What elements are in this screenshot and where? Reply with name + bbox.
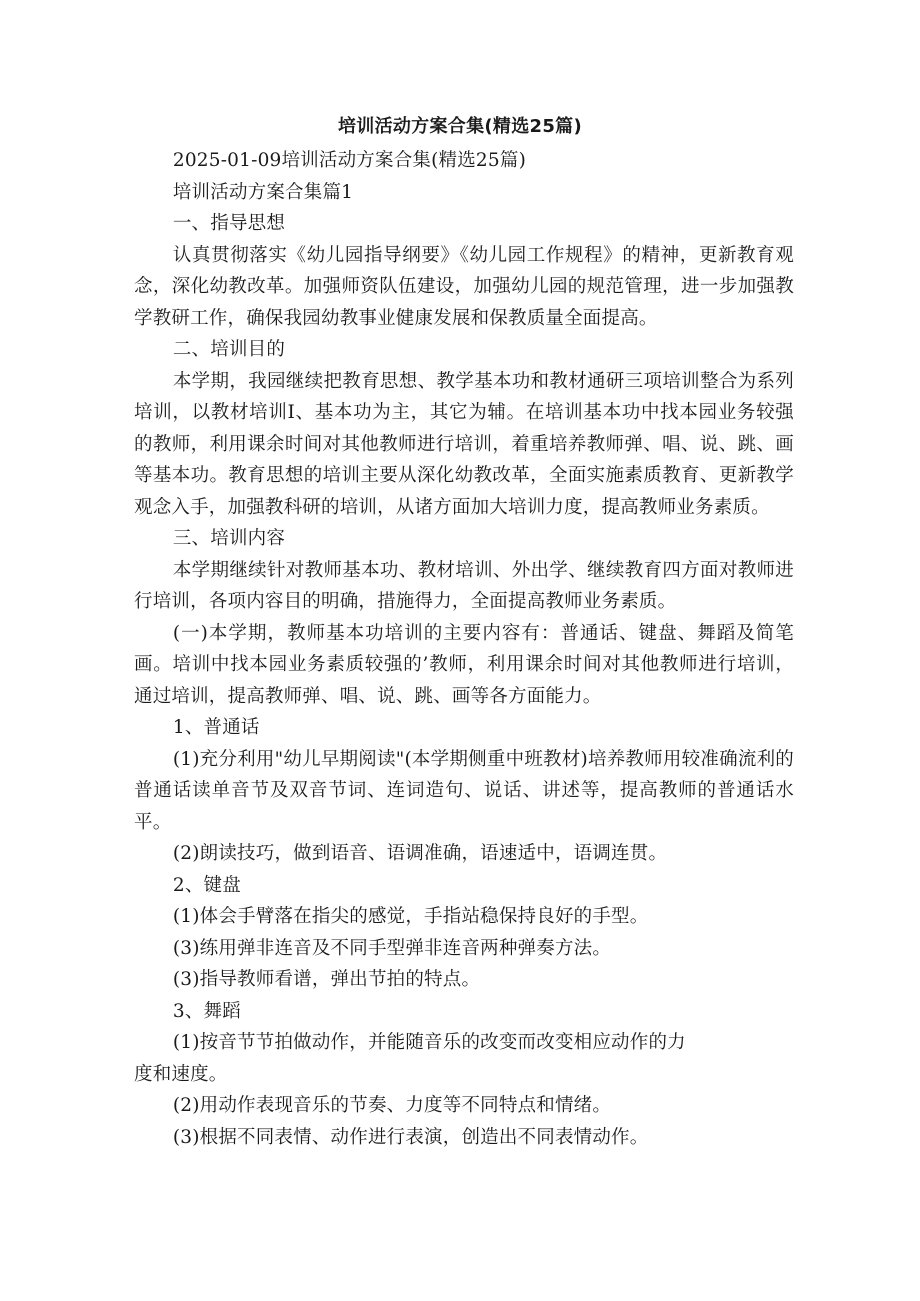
paragraph: 本学期继续针对教师基本功、教材培训、外出学、继续教育四方面对教师进行培训，各项内容目的明确，措施得力，全面提高教师业务素质。 xyxy=(134,559,794,612)
paragraph: (3)根据不同表情、动作进行表演，创造出不同表情动作。 xyxy=(172,1126,649,1148)
heading-training-purpose: 二、培训目的 xyxy=(172,339,286,360)
paragraph: (1)按音节节拍做动作，并能随音乐的改变而改变相应动作的力 xyxy=(172,1032,686,1053)
paragraph: (1)体会手臂落在指尖的感觉，手指站稳保持良好的手型。 xyxy=(172,906,649,927)
paragraph: (1)充分利用"幼儿早期阅读"(本学期侧重中班教材)培养教师用较准确流利的普通话读单音节及双音节词、连词造句、说话、讲述等，提高教师的普通话水平。 xyxy=(134,748,794,833)
heading-guiding-ideology: 一、指导思想 xyxy=(172,213,286,234)
heading-training-content: 三、培训内容 xyxy=(172,528,286,549)
document-body xyxy=(134,145,794,1153)
paragraph: (2)朗读技巧，做到语音、语调准确，语速适中，语调连贯。 xyxy=(172,843,668,864)
paragraph: (一)本学期，教师基本功培训的主要内容有：普通话、键盘、舞蹈及简笔画。培训中找本园业务素质较强的’教师，利用课余时间对其他教师进行培训，通过培训，提高教师弹、唱、说、跳、画等各方面能力。 xyxy=(134,622,794,707)
subheading-keyboard: 2、键盘 xyxy=(172,874,241,896)
paragraph: 认真贯彻落实《幼儿园指导纲要》《幼儿园工作规程》的精神，更新教育观念，深化幼教改革。加强师资队伍建设，加强幼儿园的规范管理，进一步加强教学教研工作，确保我园幼教事业健康发展和保教质量全面提高。 xyxy=(134,244,794,329)
document-title: 培训活动方案合集(精选25篇) xyxy=(337,116,582,137)
paragraph: (2)用动作表现音乐的节奏、力度等不同特点和情绪。 xyxy=(172,1095,612,1116)
paragraph: (3)练用弹非连音及不同手型弹非连音两种弹奏方法。 xyxy=(172,937,612,959)
section-heading: 培训活动方案合集篇1 xyxy=(172,181,354,203)
subheading-mandarin: 1、普通话 xyxy=(172,717,260,738)
paragraph: 本学期，我园继续把教育思想、教学基本功和教材通研三项培训整合为系列培训，以教材培训I、基本功为主，其它为辅。在培训基本功中找本园业务较强的教师，利用课余时间对其他教师进行培训，着重培养教师弹、唱、说、跳、画等基本功。教育思想的培训主要从深化幼教改革，全面实施素质教育、更新教学观念入手，加强教科研的培训，从诸方面加大培训力度，提高教师业务素质。 xyxy=(134,370,794,518)
subheading-dance: 3、舞蹈 xyxy=(172,1000,241,1022)
paragraph-continuation: 度和速度。 xyxy=(134,1063,228,1085)
paragraph: (3)指导教师看谱，弹出节拍的特点。 xyxy=(172,969,481,990)
date-line: 2025-01-09培训活动方案合集(精选25篇) xyxy=(172,150,526,171)
